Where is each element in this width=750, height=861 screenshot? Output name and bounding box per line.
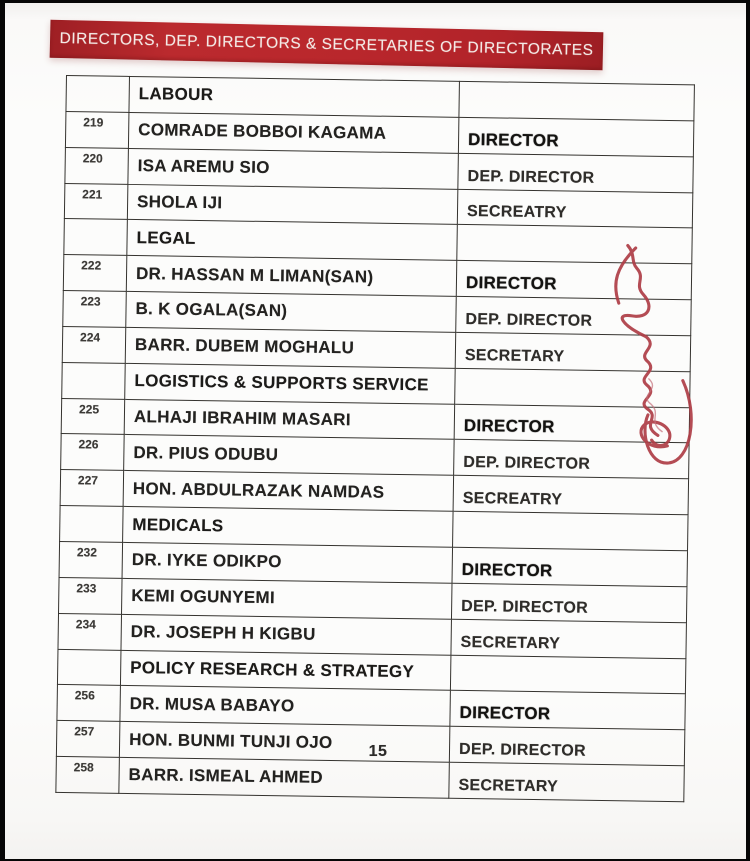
role-cell: DIRECTOR xyxy=(456,261,692,300)
title-banner xyxy=(50,20,604,71)
role-cell: SECRETARY xyxy=(455,332,691,371)
sn-cell: 227 xyxy=(60,470,124,507)
section-name: LABOUR xyxy=(129,76,459,117)
section-name: MEDICALS xyxy=(123,507,453,548)
sn-cell: 232 xyxy=(59,541,123,578)
name-cell: DR. JOSEPH H KIGBU xyxy=(121,614,451,655)
signature-icon xyxy=(594,236,710,477)
name-cell: SHOLA IJI xyxy=(127,184,457,225)
sn-cell xyxy=(66,76,130,113)
role-cell: DIRECTOR xyxy=(452,547,688,586)
screen-edge-right xyxy=(746,0,750,861)
role-cell: DEP. DIRECTOR xyxy=(451,583,687,622)
sn-cell: 225 xyxy=(61,398,125,435)
sn-cell: 256 xyxy=(57,685,121,722)
name-cell: KEMI OGUNYEMI xyxy=(122,578,452,619)
role-cell: SECREATRY xyxy=(457,189,693,228)
role-cell: SECRETARY xyxy=(449,762,685,801)
role-cell xyxy=(459,81,695,120)
sn-cell: 224 xyxy=(62,326,126,363)
section-name: LOGISTICS & SUPPORTS SERVICE xyxy=(125,363,455,404)
sn-cell: 223 xyxy=(63,291,127,328)
role-cell: DEP. DIRECTOR xyxy=(454,440,690,479)
name-cell: COMRADE BOBBOI KAGAMA xyxy=(128,112,458,153)
sn-cell xyxy=(57,649,121,686)
role-cell xyxy=(450,655,686,694)
sn-cell: 234 xyxy=(58,613,122,650)
name-cell: BARR. DUBEM MOGHALU xyxy=(125,327,455,368)
role-cell: DIRECTOR xyxy=(458,117,694,156)
sn-cell xyxy=(64,219,128,256)
role-cell xyxy=(453,511,689,550)
sn-cell: 220 xyxy=(65,147,129,184)
name-cell: DR. HASSAN M LIMAN(SAN) xyxy=(126,256,456,297)
sn-cell xyxy=(62,362,126,399)
name-cell: DR. IYKE ODIKPO xyxy=(122,542,452,583)
name-cell: B. K OGALA(SAN) xyxy=(126,291,456,332)
sn-cell: 258 xyxy=(56,756,120,793)
section-name: LEGAL xyxy=(127,220,457,261)
name-cell: ALHAJI IBRAHIM MASARI xyxy=(124,399,454,440)
section-name: POLICY RESEARCH & STRATEGY xyxy=(120,650,450,691)
sn-cell: 226 xyxy=(61,434,125,471)
role-cell: DEP. DIRECTOR xyxy=(449,726,685,765)
sn-cell xyxy=(60,506,124,543)
name-cell: ISA AREMU SIO xyxy=(128,148,458,189)
name-cell: HON. ABDULRAZAK NAMDAS xyxy=(123,471,453,512)
sn-cell: 219 xyxy=(65,111,129,148)
sn-cell: 222 xyxy=(63,255,127,292)
screen-edge-left xyxy=(0,0,5,861)
role-cell: SECRETARY xyxy=(451,619,687,658)
role-cell: DEP. DIRECTOR xyxy=(458,153,694,192)
role-cell: DIRECTOR xyxy=(450,691,686,730)
sn-cell: 233 xyxy=(59,577,123,614)
role-cell: DIRECTOR xyxy=(454,404,690,443)
name-cell: DR. PIUS ODUBU xyxy=(124,435,454,476)
role-cell: SECREATRY xyxy=(453,476,689,515)
sn-cell: 221 xyxy=(64,183,128,220)
name-cell: BARR. ISMEAL AHMED xyxy=(119,757,449,798)
sn-cell: 257 xyxy=(56,721,120,758)
page-number: 15 xyxy=(368,743,388,760)
name-cell: DR. MUSA BABAYO xyxy=(120,686,450,727)
signature-scribble xyxy=(596,238,708,476)
banner-title: DIRECTORS, DEP. DIRECTORS & SECRETARIES OF DIRECTORATES xyxy=(59,29,594,60)
screen-edge-top xyxy=(0,0,750,3)
role-cell: DEP. DIRECTOR xyxy=(456,296,692,335)
name-cell: HON. BUNMI TUNJI OJO xyxy=(119,722,449,763)
